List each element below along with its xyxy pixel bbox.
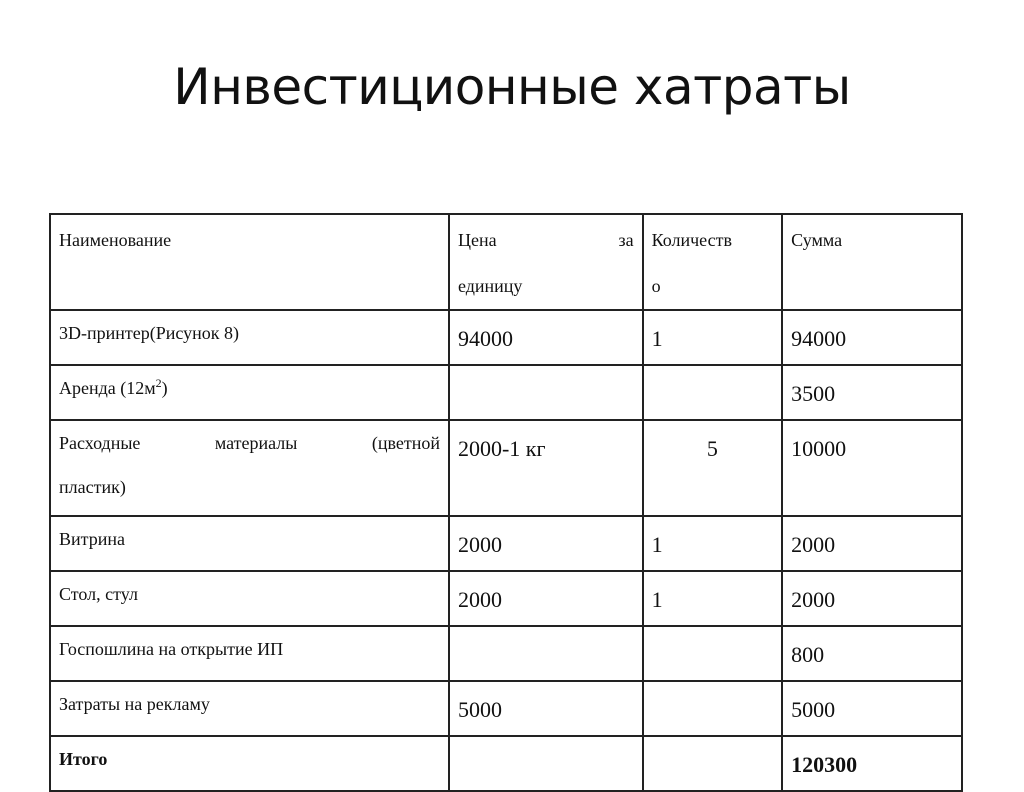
cell-sum: 94000 (782, 310, 962, 365)
table-row (50, 626, 962, 681)
table-row (50, 310, 962, 365)
cell-name (50, 420, 449, 516)
cell-price (449, 626, 643, 681)
table-row (50, 571, 962, 626)
cell-price (449, 365, 643, 420)
header-name: Наименование (50, 214, 449, 310)
table-row (50, 681, 962, 736)
table-header-row (50, 214, 962, 310)
cell-sum: 5000 (782, 681, 962, 736)
cell-sum: 2000 (782, 571, 962, 626)
cell-qty: 1 (643, 571, 783, 626)
cell-price: 94000 (449, 310, 643, 365)
cell-total-sum: 120300 (782, 736, 962, 791)
header-qty-line2: о (651, 276, 661, 296)
cell-sum: 2000 (782, 516, 962, 571)
header-price-unit: единицу (457, 276, 523, 296)
slide-title: Инвестиционные хатраты (173, 58, 851, 116)
cell-qty (643, 365, 783, 420)
cell-qty: 5 (643, 420, 783, 516)
cell-sum: 800 (782, 626, 962, 681)
header-qty-line1: Количеств (651, 230, 732, 250)
header-price (449, 214, 643, 310)
cell-name: Стол, стул (50, 571, 449, 626)
cell-sum: 10000 (782, 420, 962, 516)
cell-name-tail: ) (161, 378, 168, 398)
cell-qty: 1 (643, 516, 783, 571)
cell-name (50, 365, 449, 420)
cell-price: 2000-1 кг (449, 420, 643, 516)
cell-name: 3D-принтер(Рисунок 8) (50, 310, 449, 365)
cell-price: 5000 (449, 681, 643, 736)
cell-qty (643, 681, 783, 736)
cell-price: 2000 (449, 571, 643, 626)
cell-name: Госпошлина на открытие ИП (50, 626, 449, 681)
cell-name-line2: пластик) (59, 477, 126, 497)
cell-name-text: Аренда (12м (59, 378, 156, 398)
header-price-word: Цена (457, 230, 497, 250)
cell-price: 2000 (449, 516, 643, 571)
cell-qty (643, 736, 783, 791)
cell-qty (643, 626, 783, 681)
table-row (50, 420, 962, 516)
cell-name-line1: Расходные материалы (цветной (59, 433, 440, 453)
investment-costs-table (49, 213, 963, 792)
cell-name: Витрина (50, 516, 449, 571)
cell-qty: 1 (643, 310, 783, 365)
superscript: 2 (155, 376, 162, 390)
table-row (50, 516, 962, 571)
cell-total-label: Итого (50, 736, 449, 791)
header-qty (643, 214, 783, 310)
cell-sum: 3500 (782, 365, 962, 420)
cell-name: Затраты на рекламу (50, 681, 449, 736)
header-sum: Сумма (782, 214, 962, 310)
table-total-row (50, 736, 962, 791)
cell-price (449, 736, 643, 791)
header-price-za: за (618, 230, 634, 250)
table-row (50, 365, 962, 420)
